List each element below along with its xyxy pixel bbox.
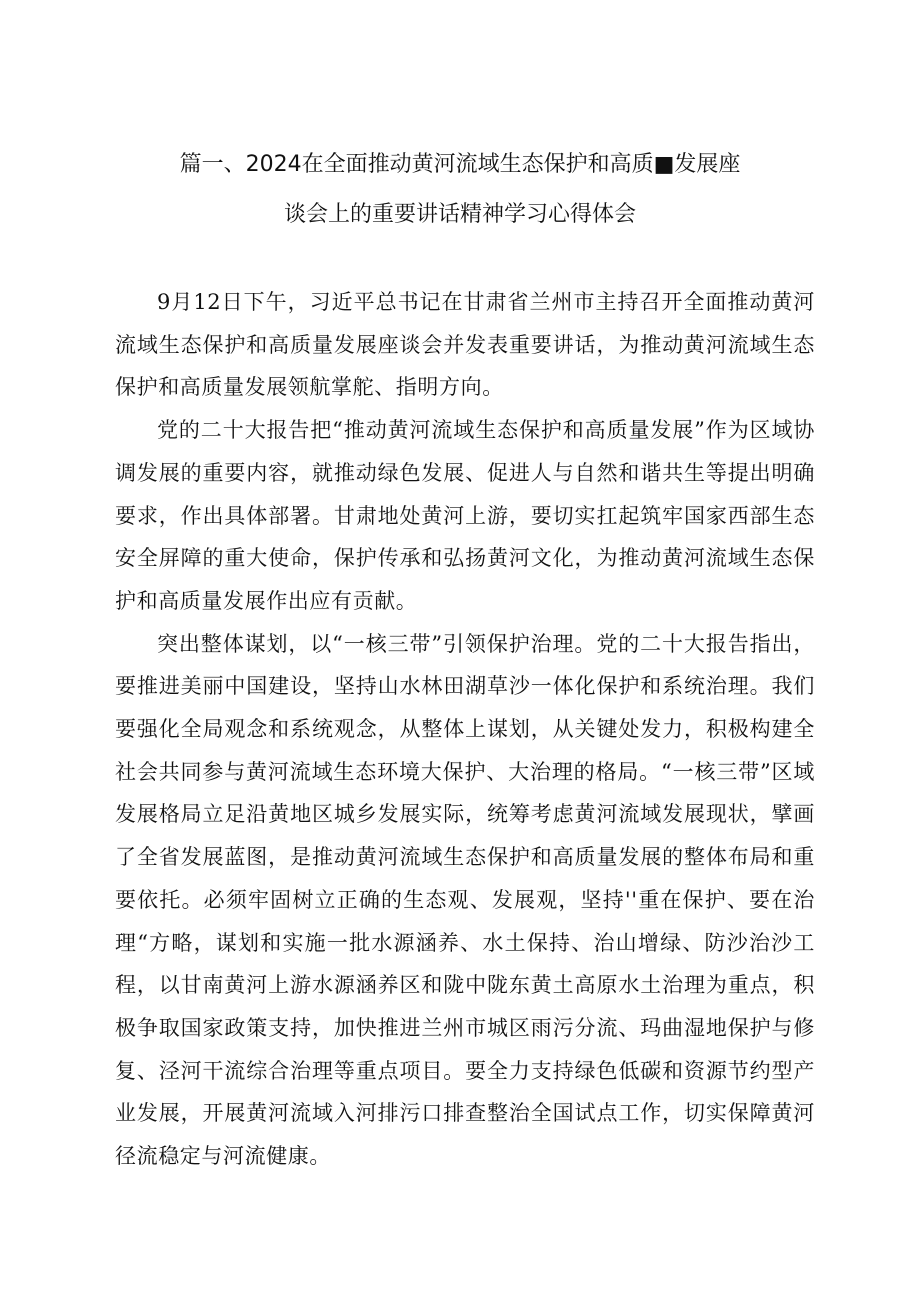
document-body	[115, 281, 815, 1178]
title-line-2: 谈会上的重要讲话精神学习心得体会	[283, 202, 636, 227]
paragraph-1: 9月12日下午，习近平总书记在甘肃省兰州市主持召开全面推动黄河流域生态保护和高质量发展座谈会并发表重要讲话，为推动黄河流域生态保护和高质量发展领航掌舵、指明方向。	[115, 290, 815, 400]
paragraph-3: 突出整体谋划，以“一核三带”引领保护治理。党的二十大报告指出，要推进美丽中国建设，坚持山水林田湖草沙一体化保护和系统治理。我们要强化全局观念和系统观念，从整体上谋划，从关键处发力，积极构建全社会共同参与黄河流域生态环境大保护、大治理的格局。“一核三带”区域发展格局立足沿黄地区城乡发展实际，统筹考虑黄河流域发展现状，擘画了全省发展蓝图，是推动黄河流域生态保护和高质量发展的整体布局和重要依托。必须牢固树立正确的生态观、发展观，坚持''重在保护、要在治理“方略，谋划和实施一批水源涵养、水土保持、治山增绿、防沙治沙工程，以甘南黄河上游水源涵养区和陇中陇东黄土高原水土治理为重点，积极争取国家政策支持，加快推进兰州市城区雨污分流、玛曲湿地保护与修复、泾河干流综合治理等重点项目。要全力支持绿色低碳和资源节约型产业发展，开展黄河流域入河排污口排查整治全国试点工作，切实保障黄河径流稳定与河流健康。	[115, 631, 815, 1169]
title-line-1: 篇一、2024在全面推动黄河流域生态保护和高质■发展座	[179, 152, 741, 177]
document-title	[100, 140, 820, 240]
paragraph-2: 党的二十大报告把“推动黄河流域生态保护和高质量发展”作为区域协调发展的重要内容，就推动绿色发展、促进人与自然和谐共生等提出明确要求，作出具体部署。甘肃地处黄河上游，要切实扛起筑牢国家西部生态安全屏障的重大使命，保护传承和弘扬黄河文化，为推动黄河流域生态保护和高质量发展作出应有贡献。	[115, 418, 815, 613]
